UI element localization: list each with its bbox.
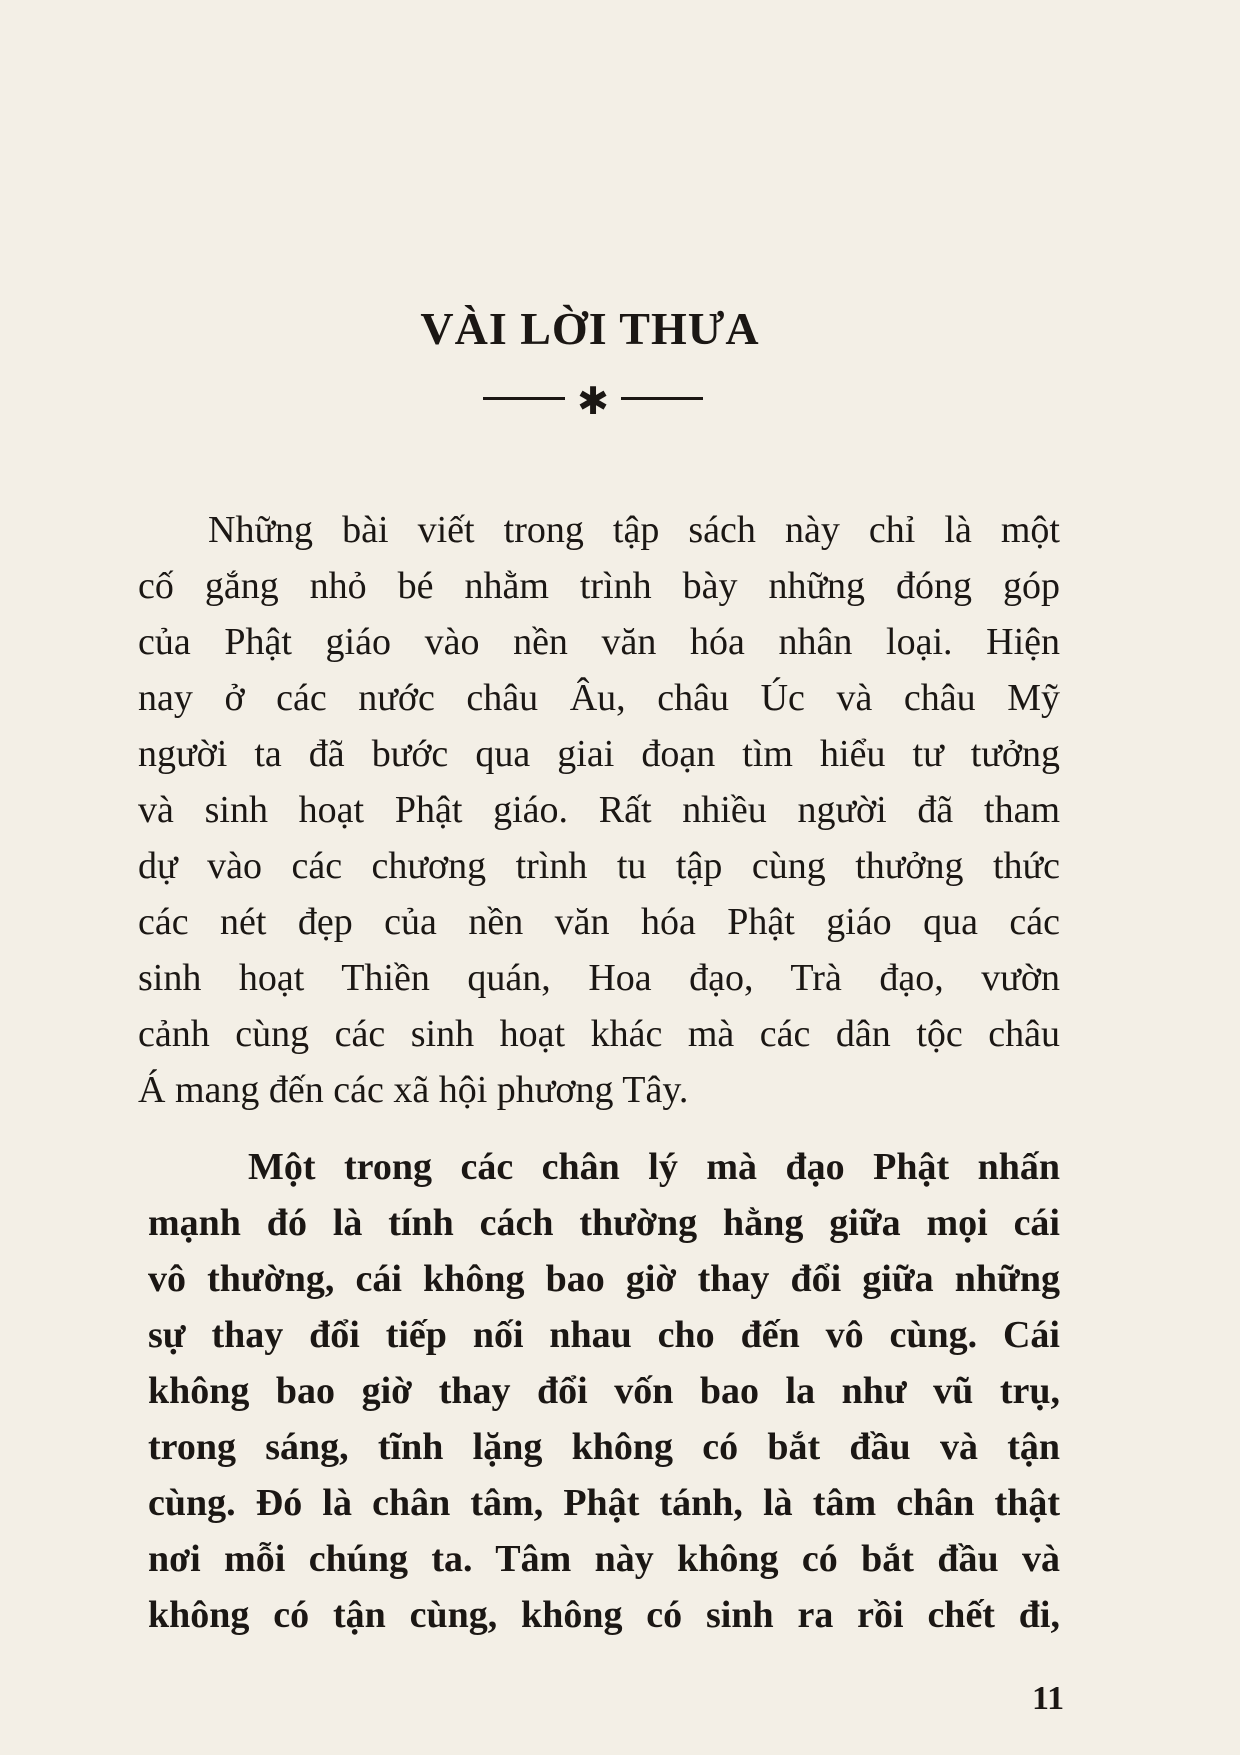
asterisk-ornament: ✱ xyxy=(577,379,609,423)
text-line: người ta đã bước qua giai đoạn tìm hiểu tư tưởng xyxy=(138,733,1060,775)
text-line: dự vào các chương trình tu tập cùng thưởng thức xyxy=(138,845,1060,887)
text-line: cảnh cùng các sinh hoạt khác mà các dân tộc châu xyxy=(138,1013,1060,1055)
text-line: không có tận cùng, không có sinh ra rồi chết đi, xyxy=(148,1594,1060,1636)
text-line: sinh hoạt Thiền quán, Hoa đạo, Trà đạo, vườn xyxy=(138,957,1060,999)
text-line: các nét đẹp của nền văn hóa Phật giáo qua các xyxy=(138,901,1060,943)
text-line: sự thay đổi tiếp nối nhau cho đến vô cùng. Cái xyxy=(148,1314,1060,1356)
text-line: và sinh hoạt Phật giáo. Rất nhiều người đã tham xyxy=(138,789,1060,831)
divider-line-left xyxy=(483,397,565,400)
title-divider xyxy=(478,378,708,423)
page-number: 11 xyxy=(1032,1680,1065,1717)
text-line: của Phật giáo vào nền văn hóa nhân loại. Hiện xyxy=(138,621,1060,663)
page-title: VÀI LỜI THƯA xyxy=(420,303,760,354)
text-line: trong sáng, tĩnh lặng không có bắt đầu và tận xyxy=(148,1426,1060,1468)
text-line: Một trong các chân lý mà đạo Phật nhấn xyxy=(248,1146,1060,1188)
text-line: cố gắng nhỏ bé nhằm trình bày những đóng góp xyxy=(138,565,1060,607)
paragraph-1 xyxy=(138,502,1060,1118)
text-line: nơi mỗi chúng ta. Tâm này không có bắt đầu và xyxy=(148,1538,1060,1580)
text-line: mạnh đó là tính cách thường hằng giữa mọi cái xyxy=(148,1202,1060,1244)
text-line: vô thường, cái không bao giờ thay đổi giữa những xyxy=(148,1258,1060,1300)
text-line: Á mang đến các xã hội phương Tây. xyxy=(138,1069,689,1111)
text-line: Những bài viết trong tập sách này chỉ là một xyxy=(208,509,1060,551)
divider-line-right xyxy=(621,397,703,400)
text-line: không bao giờ thay đổi vốn bao la như vũ trụ, xyxy=(148,1370,1060,1412)
text-line: nay ở các nước châu Âu, châu Úc và châu Mỹ xyxy=(138,677,1060,719)
paragraph-2 xyxy=(148,1139,1060,1643)
text-line: cùng. Đó là chân tâm, Phật tánh, là tâm chân thật xyxy=(148,1482,1060,1524)
